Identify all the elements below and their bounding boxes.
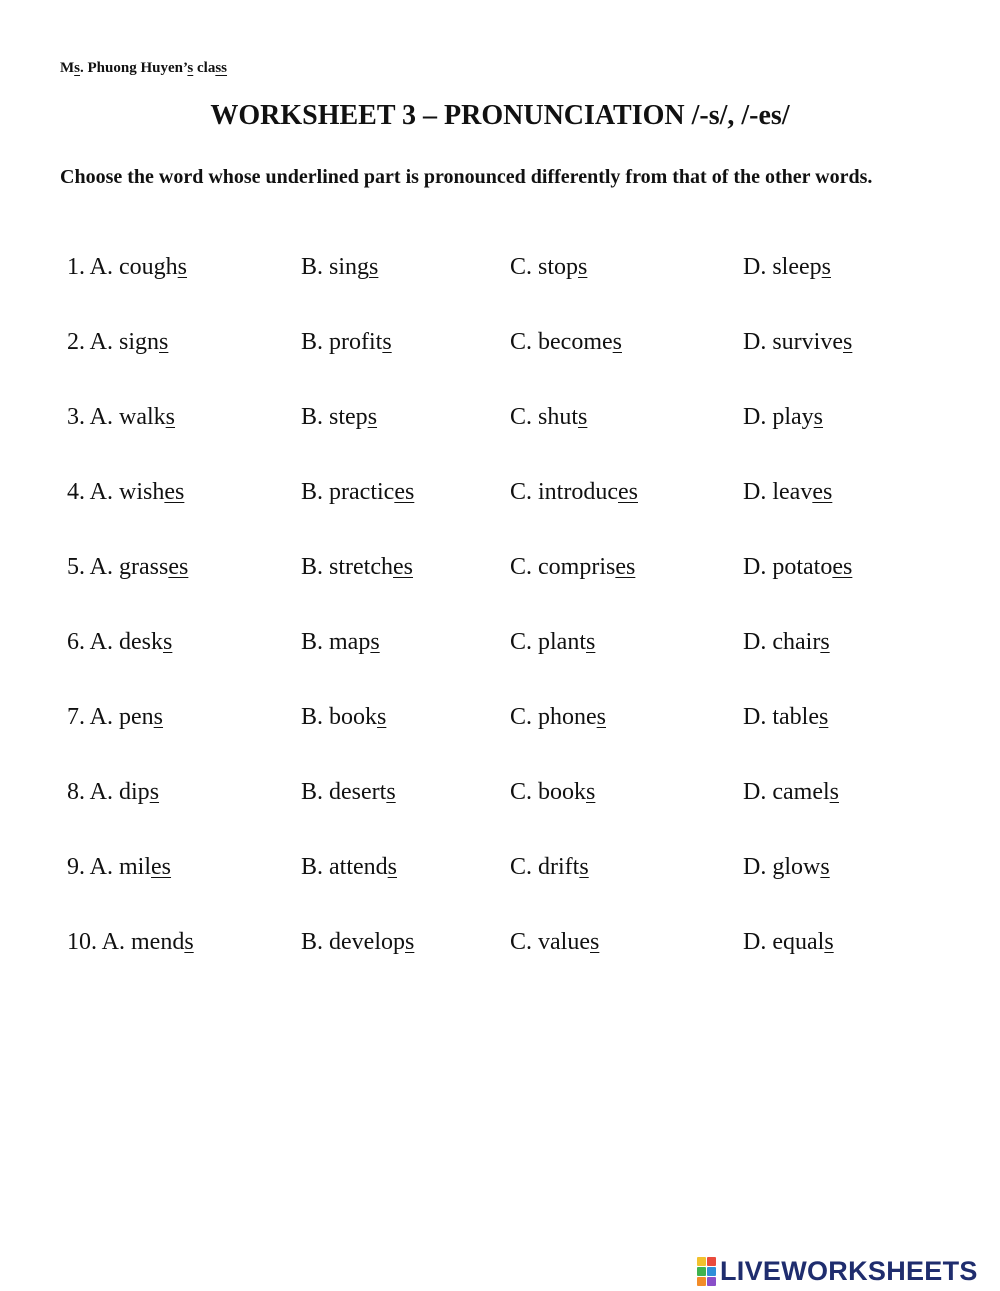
question-7-option-c[interactable]: [510, 704, 606, 731]
option-label: C.: [510, 704, 539, 730]
option-word-stem: chair: [772, 629, 821, 655]
option-word-stem: sign: [119, 329, 160, 355]
option-word-stem: pen: [119, 704, 154, 730]
option-word-stem: book: [329, 704, 378, 730]
option-word-stem: profit: [329, 329, 383, 355]
option-word-stem: equal: [772, 929, 825, 955]
option-underlined-ending: s: [405, 929, 415, 955]
option-word-stem: cough: [119, 254, 178, 280]
header-text: cla: [193, 60, 216, 76]
question-10-option-c[interactable]: [510, 929, 599, 956]
question-8-option-a[interactable]: [67, 779, 159, 806]
question-5-option-d[interactable]: [743, 554, 852, 581]
option-label: B.: [301, 479, 330, 505]
question-row-6: [0, 625, 1000, 700]
option-label: C.: [510, 329, 539, 355]
worksheet-title: WORKSHEET 3 – PRONUNCIATION /-s/, /-es/: [210, 100, 790, 131]
option-underlined-ending: s: [586, 629, 596, 655]
option-underlined-ending: s: [586, 779, 596, 805]
option-label: C.: [510, 479, 539, 505]
logo-icon-square: [707, 1257, 716, 1266]
question-row-3: [0, 400, 1000, 475]
question-row-2: [0, 325, 1000, 400]
option-word-stem: survive: [772, 329, 843, 355]
option-word-stem: dip: [119, 779, 150, 805]
question-row-4: [0, 475, 1000, 550]
question-4-option-d[interactable]: [743, 479, 832, 506]
option-underlined-ending: es: [393, 554, 413, 580]
option-word-stem: potato: [772, 554, 833, 580]
option-underlined-ending: s: [820, 854, 830, 880]
option-underlined-ending: s: [578, 404, 588, 430]
question-7-option-a[interactable]: [67, 704, 163, 731]
option-label: 2. A.: [67, 329, 120, 355]
question-1-option-a[interactable]: [67, 254, 187, 281]
question-5-option-c[interactable]: [510, 554, 635, 581]
question-row-8: [0, 775, 1000, 850]
option-label: D.: [743, 779, 773, 805]
option-underlined-ending: es: [812, 479, 833, 505]
option-word-stem: camel: [772, 779, 830, 805]
question-10-option-a[interactable]: [67, 929, 194, 956]
option-label: B.: [301, 929, 330, 955]
option-label: 1. A.: [67, 254, 120, 280]
option-word-stem: sleep: [772, 254, 822, 280]
option-label: C.: [510, 854, 539, 880]
option-underlined-ending: s: [370, 629, 380, 655]
option-label: B.: [301, 554, 330, 580]
option-label: D.: [743, 929, 773, 955]
option-label: C.: [510, 629, 539, 655]
option-underlined-ending: s: [818, 704, 829, 730]
option-word-stem: phone: [538, 704, 597, 730]
option-underlined-ending: es: [615, 554, 636, 580]
header-underlined-text: s: [187, 60, 194, 76]
option-underlined-ending: es: [618, 479, 638, 505]
option-underlined-ending: s: [386, 779, 396, 805]
option-label: D.: [743, 554, 773, 580]
option-word-stem: grass: [119, 554, 169, 580]
option-word-stem: leav: [772, 479, 813, 505]
question-7-option-b[interactable]: [301, 704, 386, 731]
option-word-stem: drift: [538, 854, 580, 880]
option-word-stem: stop: [538, 254, 579, 280]
logo-icon-square: [697, 1277, 706, 1286]
question-row-9: [0, 850, 1000, 925]
option-word-stem: map: [329, 629, 371, 655]
option-label: C.: [510, 779, 539, 805]
option-word-stem: attend: [329, 854, 388, 880]
question-9-option-b[interactable]: [301, 854, 397, 881]
option-label: B.: [301, 704, 330, 730]
question-row-5: [0, 550, 1000, 625]
question-row-7: [0, 700, 1000, 775]
logo-icon-square: [707, 1277, 716, 1286]
option-underlined-ending: es: [394, 479, 415, 505]
option-label: C.: [510, 254, 539, 280]
question-10-option-d[interactable]: [743, 929, 834, 956]
question-8-option-c[interactable]: [510, 779, 595, 806]
option-underlined-ending: s: [153, 704, 164, 730]
option-label: 10. A.: [67, 929, 132, 955]
option-underlined-ending: s: [579, 854, 589, 880]
option-word-stem: plant: [538, 629, 587, 655]
option-underlined-ending: es: [151, 854, 172, 880]
option-word-stem: table: [772, 704, 819, 730]
option-word-stem: mend: [131, 929, 185, 955]
option-underlined-ending: s: [177, 254, 188, 280]
question-2-option-d[interactable]: [743, 329, 852, 356]
question-1-option-c[interactable]: [510, 254, 587, 281]
liveworksheets-logo[interactable]: [697, 1254, 978, 1288]
option-underlined-ending: s: [367, 404, 378, 430]
question-9-option-d[interactable]: [743, 854, 830, 881]
option-label: 9. A.: [67, 854, 120, 880]
question-9-option-c[interactable]: [510, 854, 589, 881]
option-word-stem: desk: [119, 629, 164, 655]
question-row-10: [0, 925, 1000, 1000]
option-word-stem: book: [538, 779, 587, 805]
option-underlined-ending: s: [382, 329, 392, 355]
option-word-stem: glow: [772, 854, 821, 880]
option-label: B.: [301, 854, 330, 880]
header-text: . Phuong Huyen’: [80, 60, 188, 76]
option-label: B.: [301, 629, 330, 655]
option-label: D.: [743, 629, 773, 655]
question-8-option-d[interactable]: [743, 779, 839, 806]
question-10-option-b[interactable]: [301, 929, 414, 956]
header-underlined-text: s: [74, 60, 81, 76]
option-label: 6. A.: [67, 629, 120, 655]
question-1-option-d[interactable]: [743, 254, 831, 281]
option-underlined-ending: s: [578, 254, 588, 280]
question-9-option-a[interactable]: [67, 854, 171, 881]
option-underlined-ending: s: [821, 254, 831, 280]
question-row-1: [0, 250, 1000, 325]
option-word-stem: wish: [119, 479, 165, 505]
logo-icon-square: [707, 1267, 716, 1276]
option-label: 3. A.: [67, 404, 120, 430]
question-6-option-a[interactable]: [67, 629, 172, 656]
option-underlined-ending: s: [369, 254, 379, 280]
question-1-option-b[interactable]: [301, 254, 378, 281]
option-underlined-ending: s: [813, 404, 824, 430]
option-word-stem: practic: [329, 479, 395, 505]
option-underlined-ending: s: [184, 929, 194, 955]
instruction-text: Choose the word whose underlined part is pronounced differently from that of the other words.: [60, 166, 873, 188]
option-label: 7. A.: [67, 704, 120, 730]
option-word-stem: walk: [119, 404, 166, 430]
option-label: D.: [743, 704, 773, 730]
option-underlined-ending: s: [163, 629, 173, 655]
question-list: [0, 250, 1000, 1000]
question-7-option-d[interactable]: [743, 704, 828, 731]
option-label: 8. A.: [67, 779, 120, 805]
option-label: D.: [743, 404, 773, 430]
option-word-stem: develop: [329, 929, 405, 955]
option-label: C.: [510, 929, 539, 955]
option-underlined-ending: s: [149, 779, 160, 805]
question-4-option-a[interactable]: [67, 479, 184, 506]
option-underlined-ending: s: [159, 329, 169, 355]
option-label: 5. A.: [67, 554, 120, 580]
option-underlined-ending: s: [165, 404, 176, 430]
question-2-option-b[interactable]: [301, 329, 392, 356]
option-word-stem: play: [772, 404, 814, 430]
header-underlined-text: ss: [215, 60, 228, 76]
option-word-stem: introduc: [538, 479, 618, 505]
option-word-stem: stretch: [329, 554, 393, 580]
option-underlined-ending: s: [829, 779, 839, 805]
liveworksheets-logo-icon: [697, 1257, 716, 1286]
option-underlined-ending: s: [820, 629, 830, 655]
option-label: 4. A.: [67, 479, 120, 505]
question-6-option-d[interactable]: [743, 629, 830, 656]
option-underlined-ending: s: [843, 329, 853, 355]
option-underlined-ending: es: [832, 554, 853, 580]
question-4-option-c[interactable]: [510, 479, 638, 506]
option-underlined-ending: s: [596, 704, 607, 730]
option-word-stem: step: [329, 404, 368, 430]
option-label: C.: [510, 554, 539, 580]
option-word-stem: become: [538, 329, 613, 355]
class-header: [60, 60, 227, 77]
option-label: D.: [743, 479, 773, 505]
logo-text: LIVEWORKSHEETS: [720, 1255, 978, 1286]
question-3-option-d[interactable]: [743, 404, 823, 431]
option-label: B.: [301, 329, 330, 355]
question-5-option-b[interactable]: [301, 554, 413, 581]
option-word-stem: shut: [538, 404, 579, 430]
logo-icon-square: [697, 1267, 706, 1276]
option-label: D.: [743, 854, 773, 880]
question-2-option-a[interactable]: [67, 329, 168, 356]
option-underlined-ending: s: [612, 329, 622, 355]
logo-icon-square: [697, 1257, 706, 1266]
option-word-stem: mil: [119, 854, 152, 880]
option-underlined-ending: s: [377, 704, 387, 730]
question-3-option-b[interactable]: [301, 404, 377, 431]
question-3-option-c[interactable]: [510, 404, 587, 431]
question-8-option-b[interactable]: [301, 779, 396, 806]
option-underlined-ending: s: [824, 929, 834, 955]
option-label: D.: [743, 254, 773, 280]
question-5-option-a[interactable]: [67, 554, 188, 581]
option-label: C.: [510, 404, 539, 430]
question-6-option-c[interactable]: [510, 629, 595, 656]
option-word-stem: value: [538, 929, 590, 955]
question-2-option-c[interactable]: [510, 329, 622, 356]
option-label: B.: [301, 779, 330, 805]
question-6-option-b[interactable]: [301, 629, 380, 656]
header-text: M: [60, 60, 75, 76]
question-4-option-b[interactable]: [301, 479, 414, 506]
option-word-stem: desert: [329, 779, 387, 805]
option-label: D.: [743, 329, 773, 355]
option-underlined-ending: es: [164, 479, 185, 505]
option-underlined-ending: es: [168, 554, 189, 580]
option-underlined-ending: s: [387, 854, 397, 880]
option-word-stem: sing: [329, 254, 370, 280]
option-label: B.: [301, 254, 330, 280]
option-label: B.: [301, 404, 330, 430]
option-underlined-ending: s: [590, 929, 600, 955]
question-3-option-a[interactable]: [67, 404, 175, 431]
option-word-stem: compris: [538, 554, 616, 580]
